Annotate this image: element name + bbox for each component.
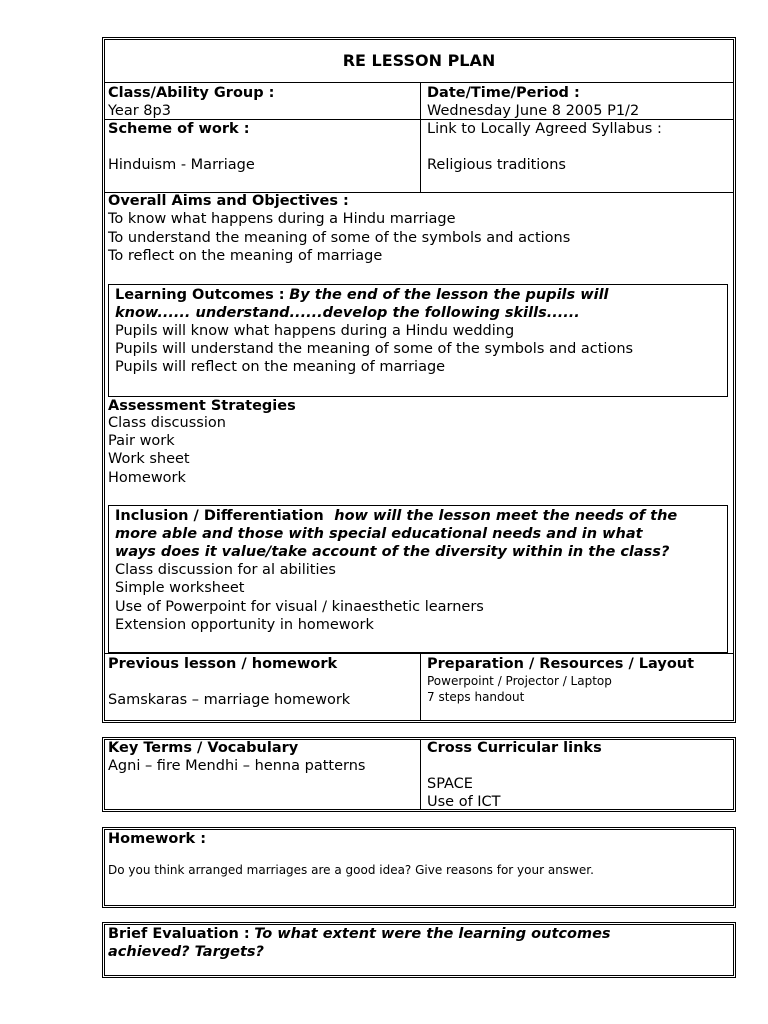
assessment-line: Homework — [108, 470, 186, 486]
divider — [420, 82, 421, 193]
evaluation-prompt: achieved? Targets? — [108, 944, 264, 960]
evaluation-label: Brief Evaluation : — [108, 926, 250, 942]
inclusion-prompt: how will the lesson meet the needs of the — [334, 508, 678, 524]
inclusion-line: Simple worksheet — [115, 580, 245, 596]
divider — [420, 653, 421, 721]
previous-label: Previous lesson / homework — [108, 656, 338, 672]
divider — [104, 653, 734, 654]
inclusion-heading — [115, 507, 677, 525]
assessment-line: Pair work — [108, 433, 175, 449]
outcomes-prompt: By the end of the lesson the pupils will — [289, 287, 609, 303]
class-group-value: Year 8p3 — [108, 103, 171, 119]
inclusion-line: Use of Powerpoint for visual / kinaesthetic learners — [115, 599, 484, 615]
outcomes-label: Learning Outcomes : — [115, 287, 285, 303]
previous-value: Samskaras – marriage homework — [108, 692, 351, 708]
preparation-line: Powerpoint / Projector / Laptop — [427, 674, 612, 688]
evaluation-prompt: To what extent were the learning outcomes — [254, 926, 611, 942]
class-group-label: Class/Ability Group : — [108, 85, 275, 101]
inclusion-line: Extension opportunity in homework — [115, 617, 374, 633]
aims-line: To understand the meaning of some of the symbols and actions — [108, 230, 571, 246]
assessment-label: Assessment Strategies — [108, 398, 296, 414]
date-time-value: Wednesday June 8 2005 P1/2 — [427, 103, 640, 119]
cross-curricular-line: SPACE — [427, 776, 473, 792]
aims-line: To reflect on the meaning of marriage — [108, 248, 383, 264]
outcomes-prompt: know...... understand......develop the following skills...... — [115, 305, 580, 321]
syllabus-label: Link to Locally Agreed Syllabus : — [427, 121, 662, 137]
preparation-line: 7 steps handout — [427, 690, 525, 704]
aims-line: To know what happens during a Hindu marriage — [108, 211, 456, 227]
outcomes-line: Pupils will know what happens during a Hindu wedding — [115, 323, 515, 339]
inclusion-label: Inclusion / Differentiation — [115, 508, 324, 524]
inclusion-line: Class discussion for al abilities — [115, 562, 336, 578]
preparation-label: Preparation / Resources / Layout — [427, 656, 695, 672]
homework-label: Homework : — [108, 831, 207, 847]
inclusion-prompt: more able and those with special educational needs and in what — [115, 526, 643, 542]
page-title: RE LESSON PLAN — [342, 51, 496, 70]
divider — [104, 82, 734, 83]
evaluation-heading — [108, 925, 611, 943]
outcomes-line: Pupils will understand the meaning of some of the symbols and actions — [115, 341, 634, 357]
assessment-line: Work sheet — [108, 451, 190, 467]
cross-curricular-line: Use of ICT — [427, 794, 501, 810]
key-terms-value: Agni – fire Mendhi – henna patterns — [108, 758, 366, 774]
scheme-value: Hinduism - Marriage — [108, 157, 255, 173]
scheme-label: Scheme of work : — [108, 121, 250, 137]
outcomes-heading — [115, 286, 609, 304]
cross-curricular-label: Cross Curricular links — [427, 740, 602, 756]
divider — [420, 739, 421, 810]
syllabus-value: Religious traditions — [427, 157, 566, 173]
assessment-line: Class discussion — [108, 415, 226, 431]
key-terms-label: Key Terms / Vocabulary — [108, 740, 299, 756]
aims-label: Overall Aims and Objectives : — [108, 193, 349, 209]
outcomes-line: Pupils will reflect on the meaning of marriage — [115, 359, 446, 375]
inclusion-prompt: ways does it value/take account of the diversity within in the class? — [115, 544, 670, 560]
homework-value: Do you think arranged marriages are a good idea? Give reasons for your answer. — [108, 863, 594, 877]
date-time-label: Date/Time/Period : — [427, 85, 580, 101]
